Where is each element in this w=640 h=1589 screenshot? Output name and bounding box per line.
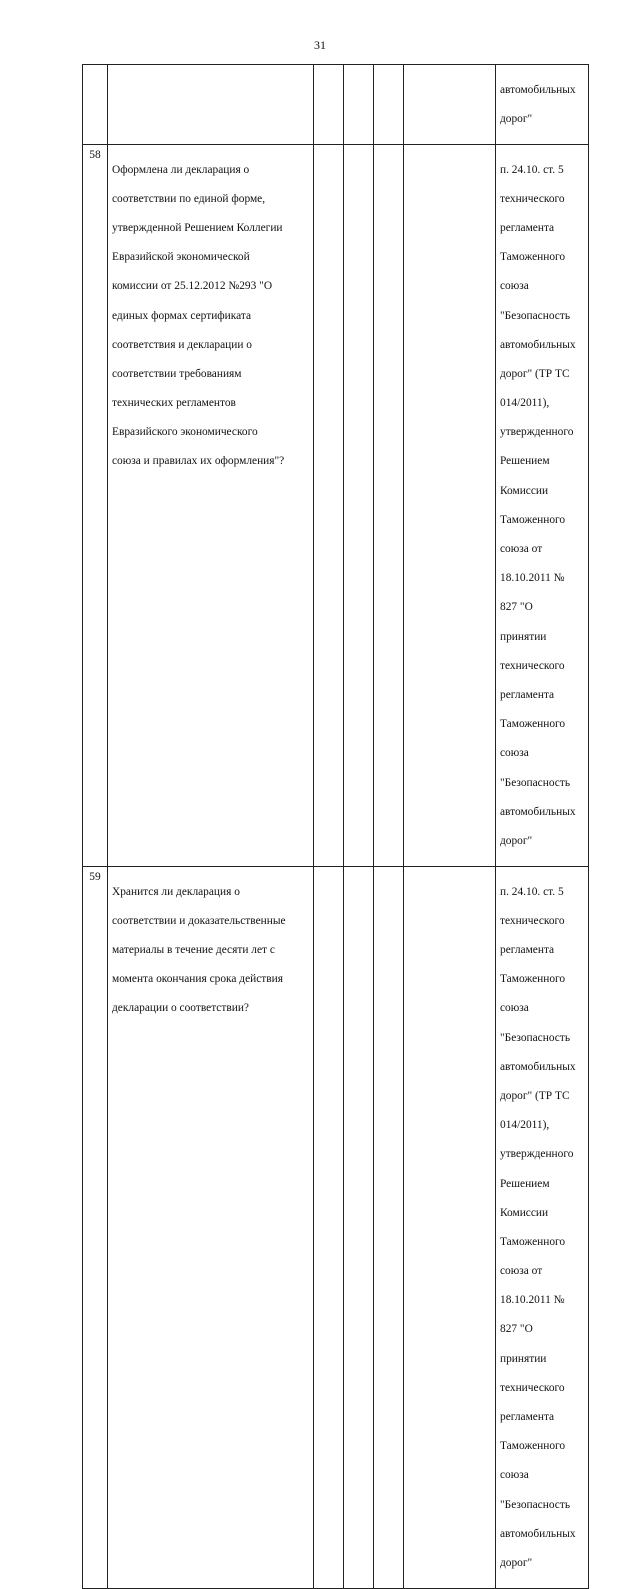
answer-yes-cell xyxy=(314,65,344,145)
reference-line: союза xyxy=(500,280,529,293)
question-line: материалы в течение десяти лет с xyxy=(112,944,275,957)
question-line: технических регламентов xyxy=(112,397,236,410)
answer-no-cell xyxy=(344,65,374,145)
reference-line: союза xyxy=(500,747,529,760)
reference-line: Комиссии xyxy=(500,1206,549,1219)
reference-line: дорог" xyxy=(500,1556,533,1569)
reference-line: технического xyxy=(500,659,565,672)
reference-line: 014/2011), xyxy=(500,1119,550,1132)
reference-line: союза от xyxy=(500,543,543,555)
question-line: Хранится ли декларация о xyxy=(112,885,240,898)
answer-na-cell xyxy=(374,867,404,1589)
table-row xyxy=(83,144,589,866)
reference-line: технического xyxy=(500,1381,565,1394)
page-number: 31 xyxy=(314,38,326,52)
question-line: союза и правилах их оформления"? xyxy=(112,455,285,468)
note-cell xyxy=(404,867,496,1589)
reference-line: Комиссии xyxy=(500,484,549,497)
question-line: Евразийского экономического xyxy=(112,426,258,439)
reference-line: Таможенного xyxy=(500,973,566,986)
question-line: декларации о соответствии? xyxy=(112,1002,249,1015)
question-line: соответствии требованиям xyxy=(112,367,242,380)
answer-yes-cell xyxy=(314,867,344,1589)
row-number-cell xyxy=(83,65,108,145)
reference-line: дорог" (ТР ТС xyxy=(500,367,570,380)
question-cell xyxy=(108,65,314,145)
reference-cell xyxy=(496,65,589,145)
reference-line: автомобильных xyxy=(500,1060,576,1073)
reference-line: 18.10.2011 № xyxy=(500,572,565,585)
question-line: соответствия и декларации о xyxy=(112,338,253,351)
question-line: единых формах сертификата xyxy=(112,309,252,322)
answer-no-cell xyxy=(344,144,374,866)
reference-line: 18.10.2011 № xyxy=(500,1294,565,1307)
answer-yes-cell xyxy=(314,144,344,866)
question-cell xyxy=(108,867,314,1589)
question-line: момента окончания срока действия xyxy=(112,973,283,986)
checklist-table xyxy=(82,64,589,1589)
reference-cell xyxy=(496,867,589,1589)
reference-line: Решением xyxy=(500,455,550,468)
question-cell xyxy=(108,144,314,866)
reference-line: утвержденного xyxy=(500,1148,574,1161)
question-line: Евразийской экономической xyxy=(112,251,250,264)
reference-line: "Безопасность xyxy=(500,1498,571,1511)
reference-line: принятии xyxy=(500,1352,547,1365)
reference-line: автомобильных xyxy=(500,1527,576,1540)
reference-line: регламента xyxy=(500,688,555,701)
reference-line: п. 24.10. ст. 5 xyxy=(500,885,564,898)
note-cell xyxy=(404,144,496,866)
reference-line: 827 "О xyxy=(500,601,533,614)
reference-line: "Безопасность xyxy=(500,776,571,789)
question-line: утвержденной Решением Коллегии xyxy=(112,221,283,234)
reference-line: Решением xyxy=(500,1177,550,1190)
reference-line: принятии xyxy=(500,630,547,643)
reference-line: Таможенного xyxy=(500,718,566,731)
reference-line: дорог" xyxy=(500,834,533,847)
reference-line: технического xyxy=(500,192,565,205)
question-line: соответствии и доказательственные xyxy=(112,914,286,927)
reference-line: регламента xyxy=(500,1411,555,1424)
reference-line: Таможенного xyxy=(500,1440,566,1453)
reference-line: "Безопасность xyxy=(500,1031,571,1044)
reference-line: регламента xyxy=(500,944,555,957)
reference-cell xyxy=(496,144,589,866)
reference-line: 014/2011), xyxy=(500,397,550,410)
reference-line: утвержденного xyxy=(500,426,574,439)
row-number-cell: 59 xyxy=(83,867,108,1589)
reference-line: 827 "О xyxy=(500,1323,533,1336)
question-line: комиссии от 25.12.2012 №293 "О xyxy=(112,280,273,293)
table-row xyxy=(83,867,589,1589)
row-number-cell: 58 xyxy=(83,144,108,866)
answer-na-cell xyxy=(374,144,404,866)
table-row-continued xyxy=(83,65,589,145)
reference-line: п. 24.10. ст. 5 xyxy=(500,163,564,176)
question-line: соответствии по единой форме, xyxy=(112,192,266,205)
reference-line: "Безопасность xyxy=(500,309,571,322)
answer-no-cell xyxy=(344,867,374,1589)
question-line: Оформлена ли декларация о xyxy=(112,163,250,176)
reference-line: автомобильных xyxy=(500,83,576,96)
note-cell xyxy=(404,65,496,145)
reference-line: союза xyxy=(500,1469,529,1482)
reference-line: автомобильных xyxy=(500,338,576,351)
reference-line: автомобильных xyxy=(500,805,576,818)
reference-line: дорог" (ТР ТС xyxy=(500,1089,570,1102)
reference-line: союза xyxy=(500,1002,529,1015)
reference-line: союза от xyxy=(500,1265,543,1278)
reference-line: Таможенного xyxy=(500,1235,566,1248)
reference-line: Таможенного xyxy=(500,513,566,526)
reference-line: дорог" xyxy=(500,112,533,125)
reference-line: Таможенного xyxy=(500,251,566,264)
reference-line: технического xyxy=(500,914,565,927)
answer-na-cell xyxy=(374,65,404,145)
reference-line: регламента xyxy=(500,221,555,234)
